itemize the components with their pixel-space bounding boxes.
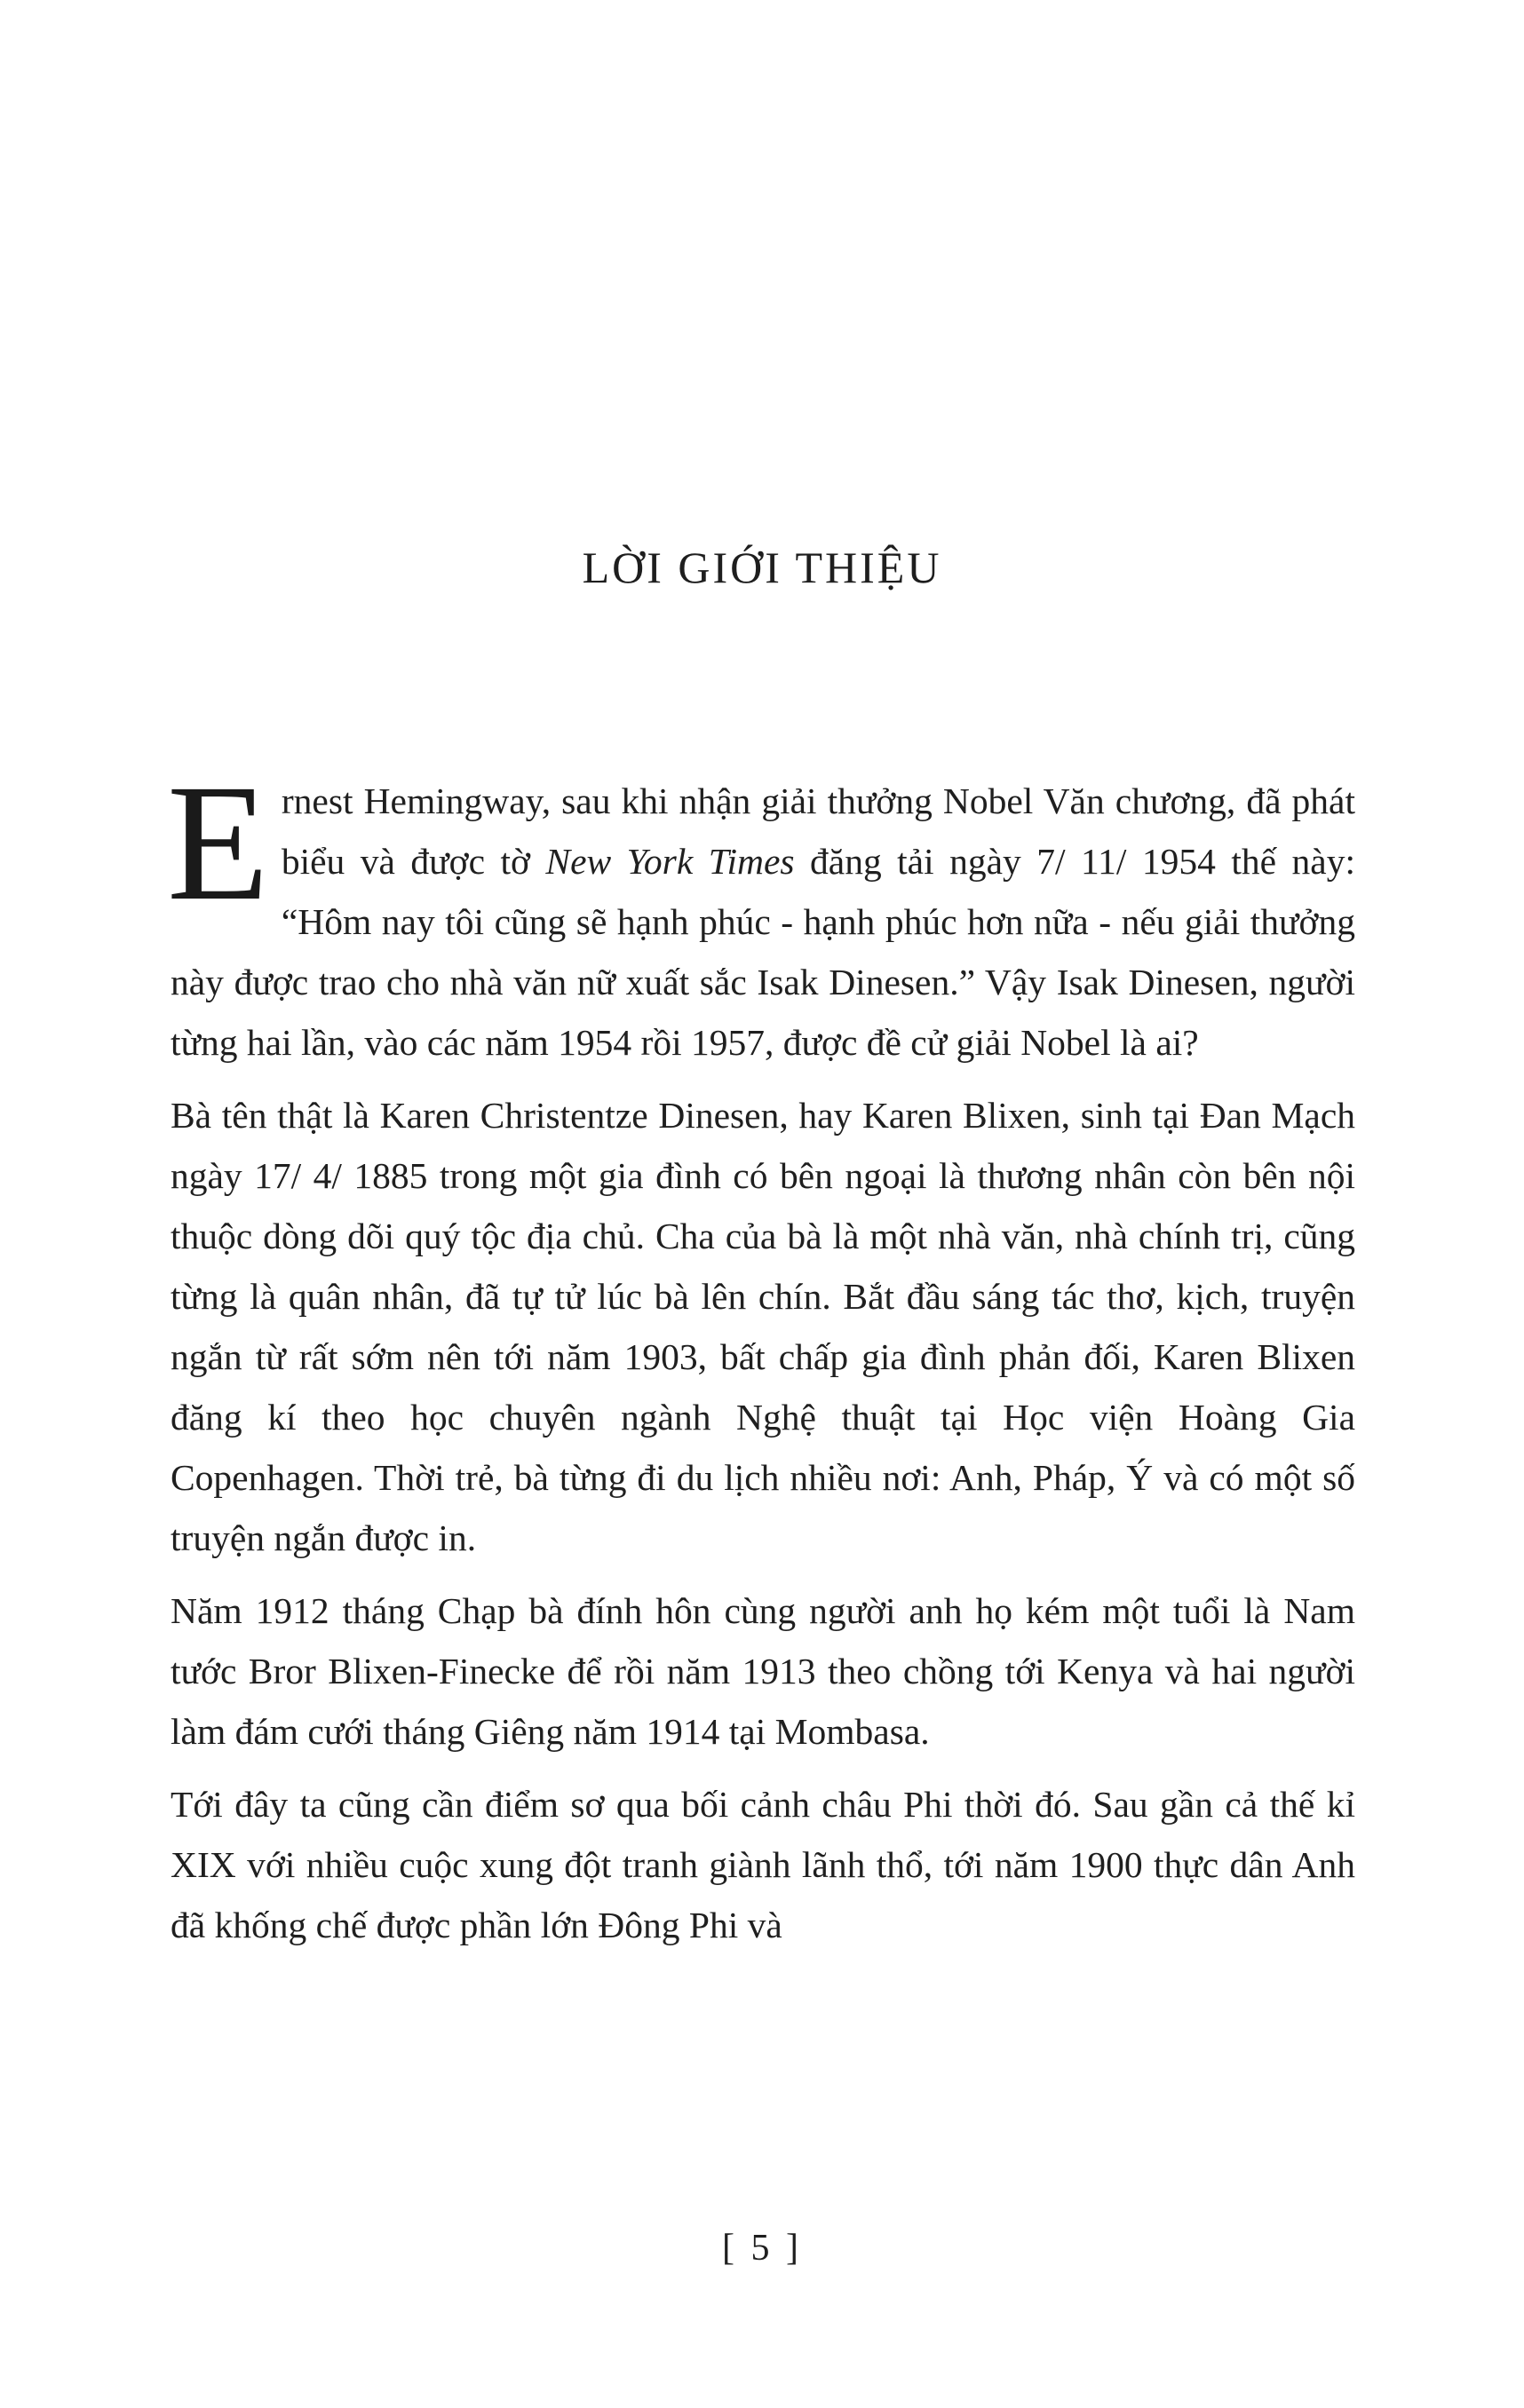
- body-text: [167, 749, 1355, 1968]
- paragraph-4: Tới đây ta cũng cần điểm sơ qua bối cảnh châu Phi thời đó. Sau gần cả thế kỉ XIX với nhiều cuộc xung đột tranh giành lãnh thổ, tới năm 1900 thực dân Anh đã khống chế được phần lớn Đông Phi và: [171, 1784, 1355, 1945]
- chapter-title: LỜI GIỚI THIỆU: [582, 543, 942, 592]
- paragraph-1-text-a: rnest Hemingway, sau khi nhận giải thưởng Nobel Văn chương, đã phát biểu và được tờ: [281, 780, 1355, 882]
- newspaper-title: New York Times: [545, 841, 795, 882]
- paragraph-1-text-b: đăng tải ngày 7/ 11/ 1954 thế này: “Hôm nay tôi cũng sẽ hạnh phúc - hạnh phúc hơn nữa - nếu giải thưởng này được trao cho nhà văn nữ xuất sắc Isak Dinesen.” Vậy Isak Dinesen, người từng hai lần, vào các năm 1954 rồi 1957, được đề cử giải Nobel là ai?: [171, 841, 1355, 1063]
- drop-cap: E: [167, 749, 269, 935]
- paragraph-3: Năm 1912 tháng Chạp bà đính hôn cùng người anh họ kém một tuổi là Nam tước Bror Blixen-Finecke để rồi năm 1913 theo chồng tới Kenya và hai người làm đám cưới tháng Giêng năm 1914 tại Mombasa.: [171, 1590, 1355, 1752]
- paragraph-1: [167, 749, 1355, 1073]
- page-number: [ 5 ]: [722, 2228, 802, 2269]
- paragraph-2: Bà tên thật là Karen Christentze Dinesen, hay Karen Blixen, sinh tại Đan Mạch ngày 17/ 4/ 1885 trong một gia đình có bên ngoại là thương nhân còn bên nội thuộc dòng dõi quý tộc địa chủ. Cha của bà là một nhà văn, nhà chính trị, cũng từng là quân nhân, đã tự tử lúc bà lên chín. Bắt đầu sáng tác thơ, kịch, truyện ngắn từ rất sớm nên tới năm 1903, bất chấp gia đình phản đối, Karen Blixen đăng kí theo học chuyên ngành Nghệ thuật tại Học viện Hoàng Gia Copenhagen. Thời trẻ, bà từng đi du lịch nhiều nơi: Anh, Pháp, Ý và có một số truyện ngắn được in.: [171, 1095, 1355, 1558]
